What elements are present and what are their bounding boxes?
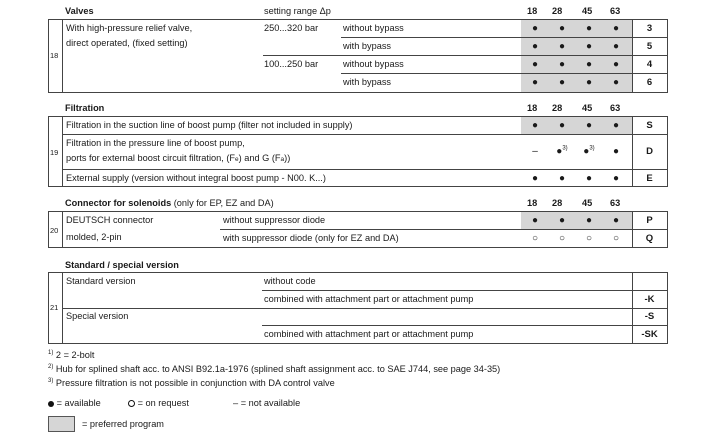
filtration-r2-45: ●$^{3)}$ — [583, 145, 595, 157]
valves-r1-63: ● — [612, 23, 620, 34]
version-top-rule — [48, 272, 668, 273]
valves-option-3: without bypass — [343, 59, 404, 69]
filtration-r2-18: – — [532, 146, 538, 157]
valves-row-rule-2 — [263, 55, 668, 56]
filtration-code-2: D — [646, 146, 653, 157]
version-row-number: 21 — [50, 303, 59, 312]
valves-r2-28: ● — [558, 41, 566, 52]
valves-left-border — [48, 19, 49, 92]
connector-size-45: 45 — [582, 198, 593, 208]
valves-desc-line1: With high-pressure relief valve, — [66, 23, 193, 33]
valves-r3-63: ● — [612, 59, 620, 70]
filtration-r2-28: ●$^{3)}$ — [556, 145, 568, 157]
filtration-title: Filtration — [65, 103, 105, 113]
filtration-size-45: 45 — [582, 103, 593, 113]
connector-size-63: 63 — [610, 198, 621, 208]
connector-r1-45: ● — [585, 215, 593, 226]
size-header-28: 28 — [552, 6, 563, 16]
valves-option-4: with bypass — [343, 77, 392, 87]
valves-r4-28: ● — [558, 77, 566, 88]
connector-desc-line1: DEUTSCH connector — [66, 215, 154, 225]
size-header-63: 63 — [610, 6, 621, 16]
version-row-rule-1 — [262, 290, 668, 291]
connector-left-border — [48, 211, 49, 247]
valves-r4-18: ● — [531, 77, 539, 88]
connector-code-2: Q — [645, 233, 654, 244]
valves-r1-45: ● — [585, 23, 593, 34]
valves-range-1: 250...320 bar — [264, 23, 319, 33]
filtration-row-rule-2 — [62, 169, 668, 170]
valves-r3-28: ● — [558, 59, 566, 70]
connector-row-rule — [220, 229, 668, 230]
valves-r4-63: ● — [612, 77, 620, 88]
filtration-r1-63: ● — [612, 120, 620, 131]
valves-option-1: without bypass — [343, 23, 404, 33]
valves-r1-28: ● — [558, 23, 566, 34]
filtration-size-18: 18 — [527, 103, 538, 113]
valves-num-divider — [62, 19, 63, 92]
legend-on-request: = on request — [128, 398, 189, 409]
filtration-desc-2a: Filtration in the pressure line of boost pump, — [66, 138, 245, 148]
filtration-r1-28: ● — [558, 120, 566, 131]
connector-r2-18: ○ — [531, 233, 539, 244]
filtration-num-divider — [62, 116, 63, 186]
footnote-1: $^{1)}$ 2 = 2-bolt — [48, 349, 95, 360]
valves-option-2: with bypass — [343, 41, 392, 51]
valves-r2-63: ● — [612, 41, 620, 52]
filtration-r3-63: ● — [612, 173, 620, 184]
version-left-border — [48, 272, 49, 343]
filtration-code-divider — [632, 116, 633, 186]
version-option-4: combined with attachment part or attachment pump — [264, 329, 474, 339]
filtration-right-border — [667, 116, 668, 186]
valves-r1-18: ● — [531, 23, 539, 34]
connector-desc-line2: molded, 2-pin — [66, 232, 122, 242]
connector-row-number: 20 — [50, 226, 59, 235]
filtration-left-border — [48, 116, 49, 186]
filtration-row-rule-1 — [62, 134, 668, 135]
connector-code-1: P — [646, 215, 653, 226]
connector-r1-28: ● — [558, 215, 566, 226]
filtration-size-28: 28 — [552, 103, 563, 113]
version-option-2: combined with attachment part or attachment pump — [264, 294, 474, 304]
filtration-code-1: S — [646, 120, 653, 131]
setting-range-header: setting range Δp — [264, 6, 331, 16]
connector-num-divider — [62, 211, 63, 247]
valves-r3-45: ● — [585, 59, 593, 70]
filtration-row-number: 19 — [50, 148, 59, 157]
connector-option-1: without suppressor diode — [223, 215, 326, 225]
valves-r4-45: ● — [585, 77, 593, 88]
footnote-3: $^{3)}$ Pressure filtration is not possible in conjunction with DA control valve — [48, 377, 335, 388]
version-code-2: -K — [644, 294, 655, 305]
footnote-2: $^{2)}$ Hub for splined shaft acc. to ANSI B92.1a-1976 (splined shaft assignment acc. to SAE J744, see page 34-35) — [48, 363, 501, 374]
valves-row-number: 18 — [50, 51, 59, 60]
filled-dot-icon — [48, 401, 54, 407]
filtration-r2-63: ● — [612, 146, 620, 157]
version-option-1: without code — [264, 276, 316, 286]
version-row-rule-2 — [62, 308, 668, 309]
connector-option-2: with suppressor diode (only for EZ and DA) — [223, 233, 399, 243]
size-header-18: 18 — [527, 6, 538, 16]
legend-not-available: – = not available — [233, 398, 301, 408]
connector-r2-28: ○ — [558, 233, 566, 244]
version-title: Standard / special version — [65, 260, 179, 270]
filtration-r1-18: ● — [531, 120, 539, 131]
connector-size-18: 18 — [527, 198, 538, 208]
legend-preferred: = preferred program — [82, 419, 164, 429]
valves-range-2: 100...250 bar — [264, 59, 319, 69]
filtration-r3-18: ● — [531, 173, 539, 184]
valves-r3-18: ● — [531, 59, 539, 70]
valves-r2-45: ● — [585, 41, 593, 52]
connector-r2-45: ○ — [585, 233, 593, 244]
connector-r2-63: ○ — [612, 233, 620, 244]
filtration-r3-45: ● — [585, 173, 593, 184]
filtration-r1-45: ● — [585, 120, 593, 131]
valves-title: Valves — [65, 6, 94, 16]
valves-code-1: 3 — [646, 23, 653, 34]
connector-size-28: 28 — [552, 198, 563, 208]
connector-r1-18: ● — [531, 215, 539, 226]
filtration-desc-1: Filtration in the suction line of boost pump (filter not included in supply) — [66, 120, 353, 130]
valves-code-2: 5 — [646, 41, 653, 52]
version-code-3: -S — [644, 311, 655, 322]
valves-r2-18: ● — [531, 41, 539, 52]
version-standard-label: Standard version — [66, 276, 136, 286]
filtration-r3-28: ● — [558, 173, 566, 184]
valves-desc-line2: direct operated, (fixed setting) — [66, 38, 188, 48]
filtration-desc-2b: ports for external boost circuit filtration, (Fe) and G (Fa)) — [66, 153, 291, 163]
preferred-program-swatch — [48, 416, 75, 432]
open-circle-icon — [128, 400, 135, 407]
valves-code-3: 4 — [646, 59, 653, 70]
connector-title: Connector for solenoids (only for EP, EZ and DA) — [65, 198, 274, 208]
version-row-rule-3 — [262, 325, 668, 326]
connector-r1-63: ● — [612, 215, 620, 226]
version-code-4: -SK — [641, 329, 658, 340]
legend-available: = available — [48, 398, 101, 409]
valves-bottom-rule — [48, 92, 668, 93]
version-bottom-rule — [48, 343, 668, 344]
size-header-45: 45 — [582, 6, 593, 16]
filtration-size-63: 63 — [610, 103, 621, 113]
filtration-desc-3: External supply (version without integral boost pump - N00. K...) — [66, 173, 326, 183]
valves-code-4: 6 — [646, 77, 653, 88]
connector-bottom-rule — [48, 247, 668, 248]
filtration-code-3: E — [646, 173, 653, 184]
valves-row-rule-3 — [341, 73, 668, 74]
valves-row-rule-1 — [341, 37, 668, 38]
version-special-label: Special version — [66, 311, 129, 321]
filtration-bottom-rule — [48, 186, 668, 187]
